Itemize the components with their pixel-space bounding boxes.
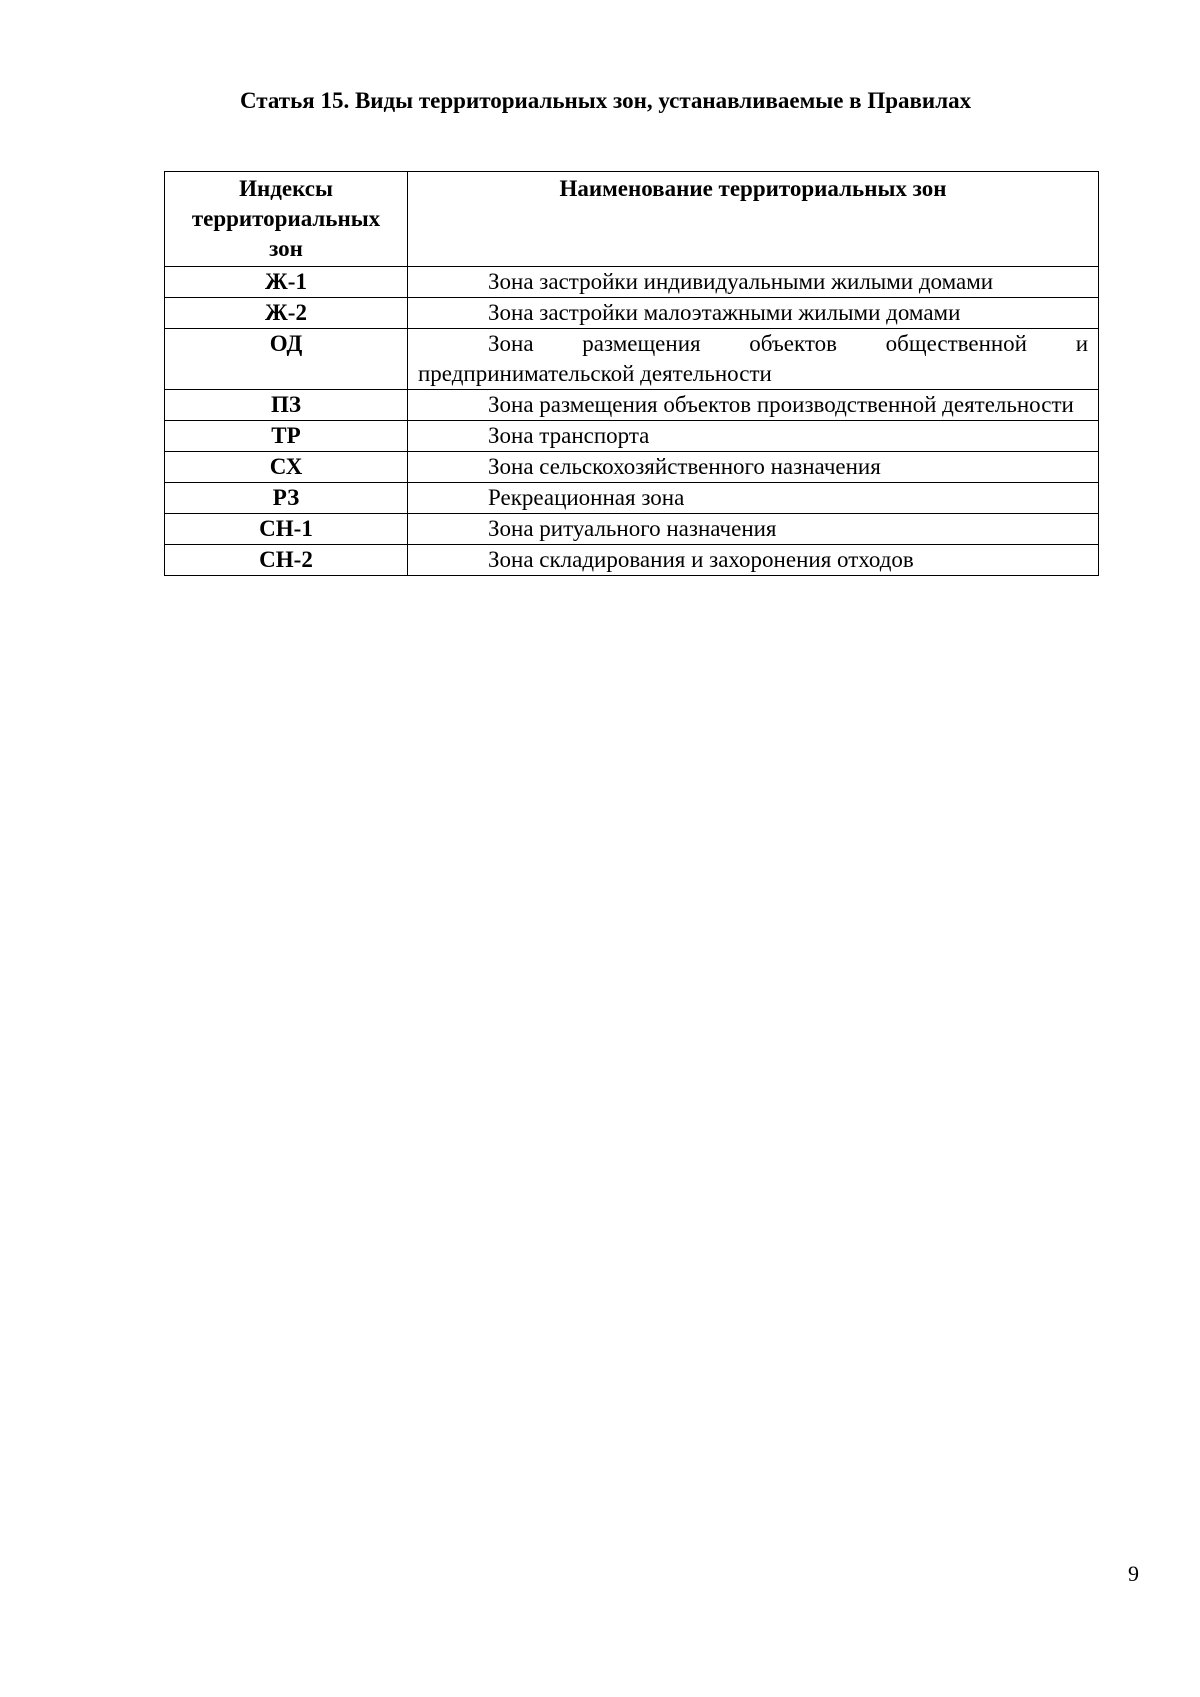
table-header-row bbox=[165, 172, 1099, 267]
page-title: Статья 15. Виды территориальных зон, устанавливаемые в Правилах bbox=[240, 88, 972, 113]
zone-name: Рекреационная зона bbox=[408, 483, 1099, 514]
table-row bbox=[165, 452, 1099, 483]
table-row bbox=[165, 298, 1099, 329]
zone-code: ОД bbox=[165, 329, 408, 390]
table-row bbox=[165, 390, 1099, 421]
zone-name: Зона транспорта bbox=[408, 421, 1099, 452]
zone-name: Зона ритуального назначения bbox=[408, 514, 1099, 545]
zone-code: ПЗ bbox=[165, 390, 408, 421]
zone-code: СХ bbox=[165, 452, 408, 483]
table-row bbox=[165, 545, 1099, 576]
zone-code: СН-1 bbox=[165, 514, 408, 545]
zone-name: Зона застройки малоэтажными жилыми домами bbox=[408, 298, 1099, 329]
zones-table bbox=[164, 171, 1099, 576]
zone-code: ТР bbox=[165, 421, 408, 452]
header-zone-name: Наименование территориальных зон bbox=[408, 172, 1099, 267]
header-zone-index: Индексы территориальных зон bbox=[165, 172, 408, 267]
zone-code: Ж-2 bbox=[165, 298, 408, 329]
table-row bbox=[165, 483, 1099, 514]
table-row bbox=[165, 267, 1099, 298]
zone-name: Зона размещения объектов производственной деятельности bbox=[408, 390, 1099, 421]
table-row bbox=[165, 329, 1099, 390]
zone-name: Зона размещения объектов общественной и предпринимательской деятельности bbox=[408, 329, 1099, 390]
zone-code: РЗ bbox=[165, 483, 408, 514]
zone-code: СН-2 bbox=[165, 545, 408, 576]
zone-code: Ж-1 bbox=[165, 267, 408, 298]
zone-name: Зона складирования и захоронения отходов bbox=[408, 545, 1099, 576]
page-number: 9 bbox=[1128, 1561, 1139, 1586]
zone-name: Зона застройки индивидуальными жилыми домами bbox=[408, 267, 1099, 298]
table-row bbox=[165, 421, 1099, 452]
table-row bbox=[165, 514, 1099, 545]
zone-name: Зона сельскохозяйственного назначения bbox=[408, 452, 1099, 483]
